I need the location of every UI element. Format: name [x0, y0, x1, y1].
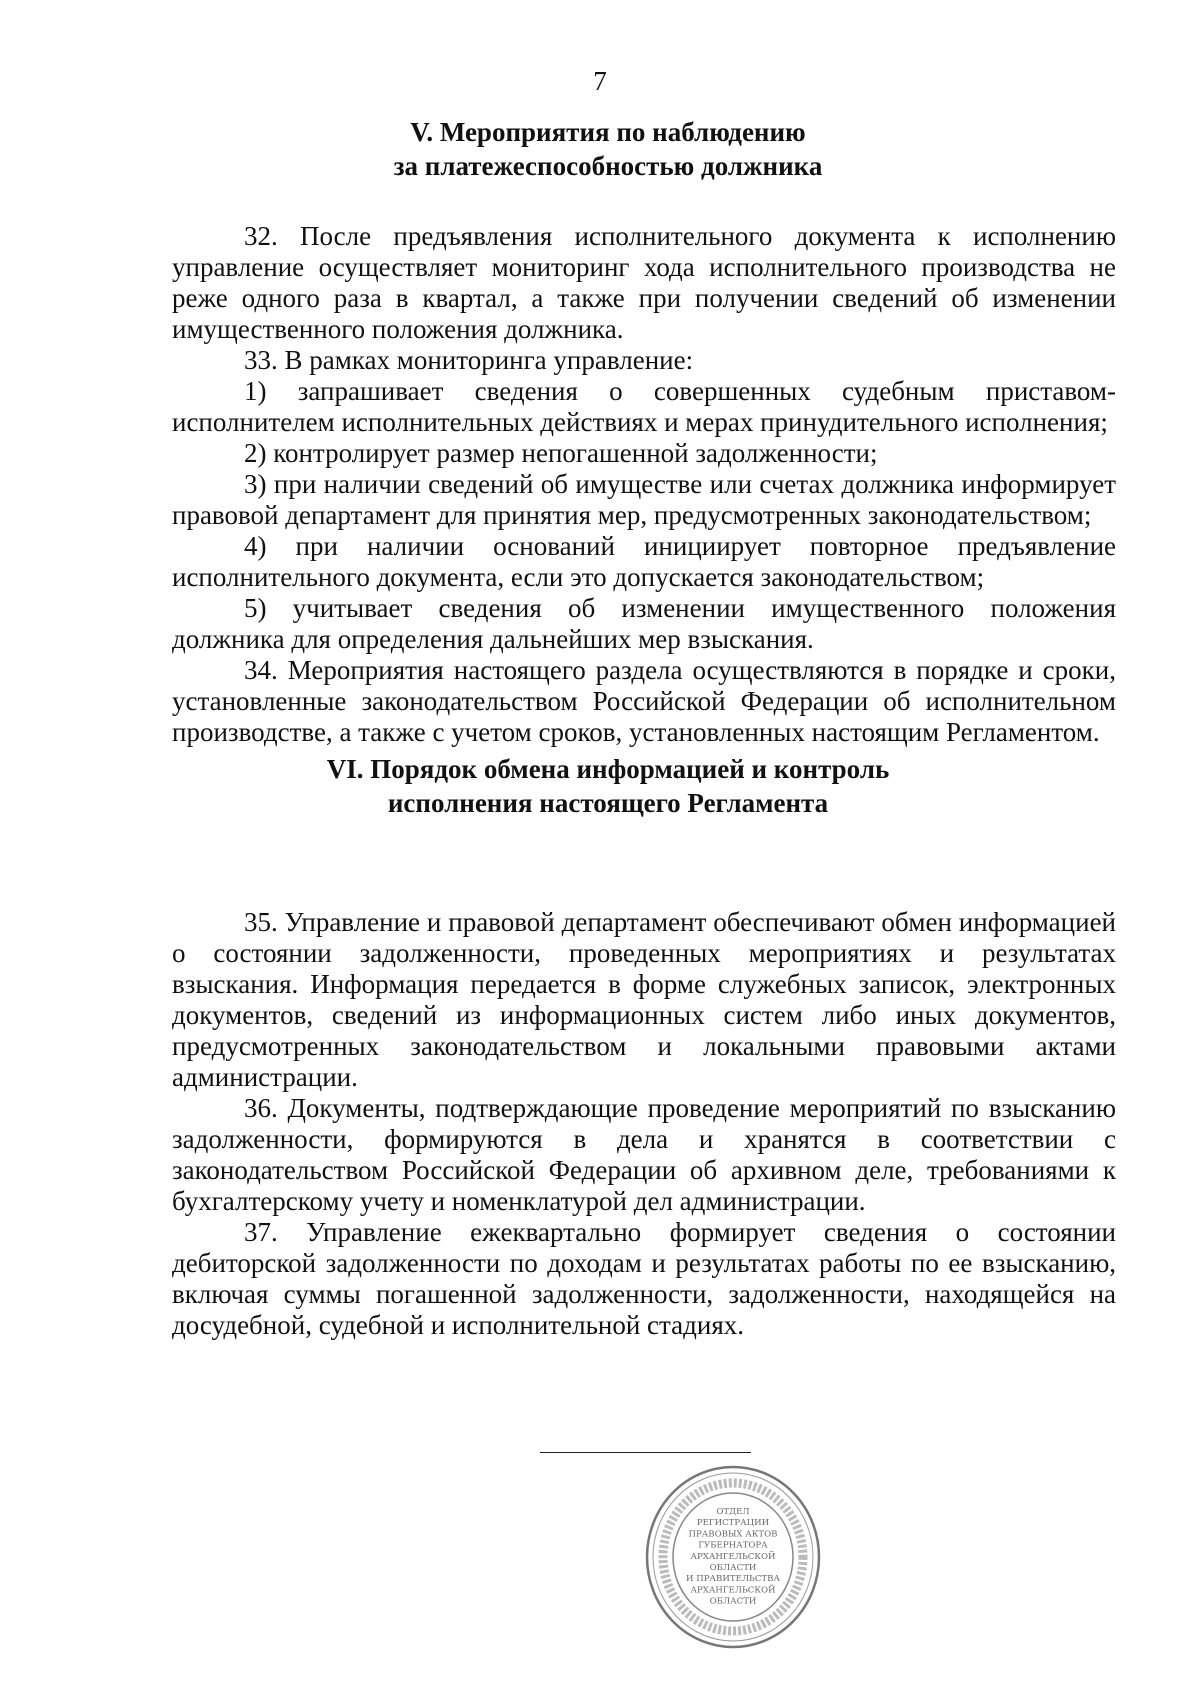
paragraph-33-item-2: 2) контролирует размер непогашенной задолженности;: [244, 438, 878, 468]
section-6-body: [172, 907, 1116, 1341]
page-number: 7: [593, 66, 607, 96]
paragraph-33-item-1: 1) запрашивает сведения о совершенных судебным приставом-исполнителем исполнительных действиях и мерах принудительного исполнения;: [172, 376, 1116, 437]
seal-text-line: АРХАНГЕЛЬСКОЙ: [690, 1585, 776, 1596]
section-5-body: [172, 221, 1116, 748]
closing-rule: [540, 1452, 751, 1453]
paragraph-35: 35. Управление и правовой департамент обеспечивают обмен информацией о состоянии задолженности, проведенных мероприятиях и результатах взыскания. Информация передается в форме служебных записок, электронных документов, сведений из информационных систем либо иных документов, предусмотренных законодательством и локальными правовыми актами администрации.: [172, 907, 1116, 1092]
paragraph-33-item-3: 3) при наличии сведений об имуществе или счетах должника информирует правовой департамент для принятия мер, предусмотренных законодательством;: [172, 469, 1116, 530]
seal-text-line: ОБЛАСТИ: [709, 1563, 757, 1573]
registration-seal: [643, 1462, 823, 1652]
seal-text-line: АРХАНГЕЛЬСКОЙ: [690, 1551, 776, 1562]
paragraph-32: 32. После предъявления исполнительного документа к исполнению управление осуществляет мониторинг хода исполнительного производства не реже одного раза в квартал, а также при получении сведений об изменении имущественного положения должника.: [172, 221, 1116, 344]
seal-text-line: ОБЛАСТИ: [709, 1596, 757, 1607]
section-6-title-line-2: исполнения настоящего Регламента: [387, 788, 829, 818]
paragraph-33: 33. В рамках мониторинга управление:: [244, 345, 694, 375]
seal-text-line: ОТДЕЛ: [716, 1507, 750, 1517]
section-6-title: [8, 752, 1200, 820]
section-5-title-line-2: за платежеспособностью должника: [393, 151, 823, 181]
paragraph-33-item-4: 4) при наличии оснований инициирует повторное предъявление исполнительного документа, если это допускается законодательством;: [172, 531, 1116, 592]
seal-text-line: ГУБЕРНАТОРА: [698, 1540, 768, 1551]
section-6-title-line-1: VI. Порядок обмена информацией и контроль: [326, 754, 890, 784]
section-5-title: [8, 115, 1200, 183]
paragraph-33-item-5: 5) учитывает сведения об изменении имущественного положения должника для определения дальнейших мер взыскания.: [172, 593, 1116, 654]
seal-text-line: РЕГИСТРАЦИИ: [696, 1518, 770, 1529]
paragraph-36: 36. Документы, подтверждающие проведение мероприятий по взысканию задолженности, формируются в дела и хранятся в соответствии с законодательством Российской Федерации об архивном деле, требованиями к бухгалтерскому учету и номенклатурой дел администрации.: [172, 1093, 1116, 1216]
seal-text-line: ПРАВОВЫХ АКТОВ: [688, 1529, 778, 1540]
section-5-title-line-1: V. Мероприятия по наблюдению: [410, 117, 806, 147]
seal-text-line: И ПРАВИТЕЛЬСТВА: [686, 1574, 780, 1585]
paragraph-34: 34. Мероприятия настоящего раздела осуществляются в порядке и сроки, установленные законодательством Российской Федерации об исполнительном производстве, а также с учетом сроков, установленных настоящим Регламентом.: [172, 655, 1116, 747]
paragraph-37: 37. Управление ежеквартально формирует сведения о состоянии дебиторской задолженности по доходам и результатах работы по ее взысканию, включая суммы погашенной задолженности, задолженности, находящейся на досудебной, судебной и исполнительной стадиях.: [172, 1217, 1116, 1340]
